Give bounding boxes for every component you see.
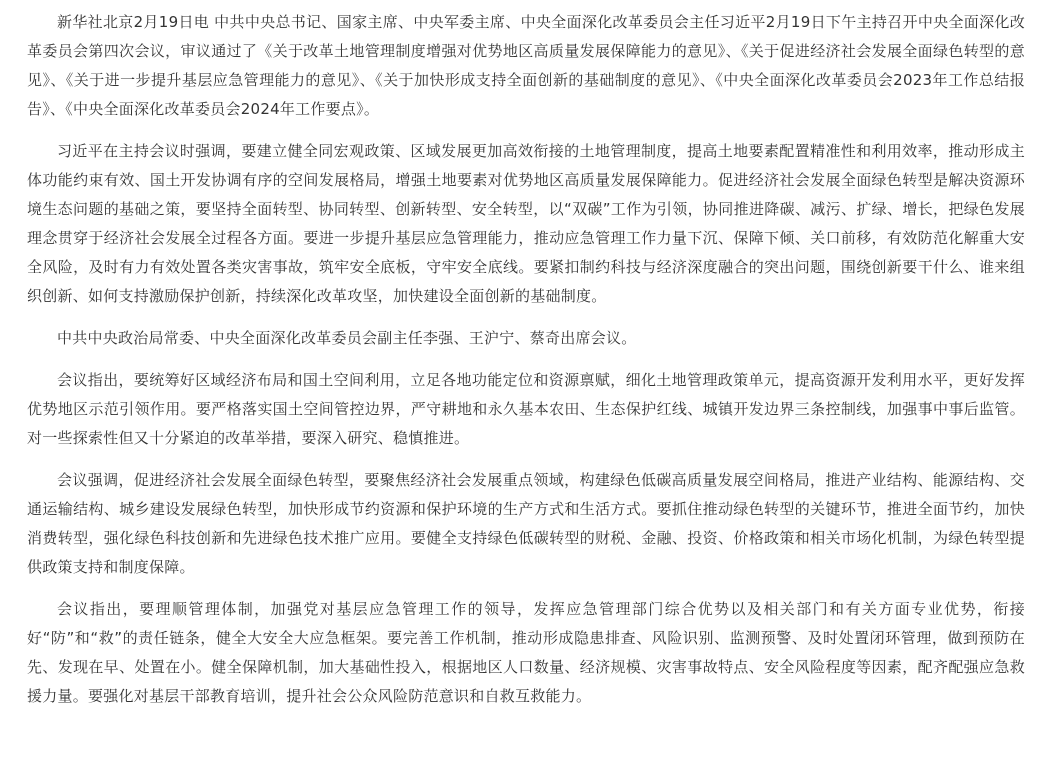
article-paragraph: 会议强调，促进经济社会发展全面绿色转型，要聚焦经济社会发展重点领域，构建绿色低碳高质量发展空间格局，推进产业结构、能源结构、交通运输结构、城乡建设发展绿色转型，加快形成节约资源和保护环境的生产方式和生活方式。要抓住推动绿色转型的关键环节，推进全面节约，加快消费转型，强化绿色科技创新和先进绿色技术推广应用。要健全支持绿色低碳转型的财税、金融、投资、价格政策和相关市场化机制，为绿色转型提供政策支持和制度保障。 xyxy=(27,471,1025,576)
article-paragraph: 会议指出，要统筹好区域经济布局和国土空间利用，立足各地功能定位和资源禀赋，细化土地管理政策单元，提高资源开发利用水平，更好发挥优势地区示范引领作用。要严格落实国土空间管控边界，严守耕地和永久基本农田、生态保护红线、城镇开发边界三条控制线，加强事中事后监管。对一些探索性但又十分紧迫的改革举措，要深入研究、稳慎推进。 xyxy=(27,371,1025,447)
article-paragraph: 会议指出，要理顺管理体制，加强党对基层应急管理工作的领导，发挥应急管理部门综合优势以及相关部门和有关方面专业优势，衔接好“防”和“救”的责任链条，健全大安全大应急框架。要完善工作机制，推动形成隐患排查、风险识别、监测预警、及时处置闭环管理，做到预防在先、发现在早、处置在小。健全保障机制，加大基础性投入，根据地区人口数量、经济规模、灾害事故特点、安全风险程度等因素，配齐配强应急救援力量。要强化对基层干部教育培训，提升社会公众风险防范意识和自救互救能力。 xyxy=(27,600,1025,705)
article-body xyxy=(27,8,1025,724)
article-paragraph: 中共中央政治局常委、中央全面深化改革委员会副主任李强、王沪宁、蔡奇出席会议。 xyxy=(57,329,637,347)
article-paragraph: 新华社北京2月19日电 中共中央总书记、国家主席、中央军委主席、中央全面深化改革委员会主任习近平2月19日下午主持召开中央全面深化改革委员会第四次会议，审议通过了《关于改革土地管理制度增强对优势地区高质量发展保障能力的意见》、《关于促进经济社会发展全面绿色转型的意见》、《关于进一步提升基层应急管理能力的意见》、《关于加快形成支持全面创新的基础制度的意见》、《中央全面深化改革委员会2023年工作总结报告》、《中央全面深化改革委员会2024年工作要点》。 xyxy=(27,13,1025,118)
article-paragraph: 习近平在主持会议时强调，要建立健全同宏观政策、区域发展更加高效衔接的土地管理制度，提高土地要素配置精准性和利用效率，推动形成主体功能约束有效、国土开发协调有序的空间发展格局，增强土地要素对优势地区高质量发展保障能力。促进经济社会发展全面绿色转型是解决资源环境生态问题的基础之策，要坚持全面转型、协同转型、创新转型、安全转型，以“双碳”工作为引领，协同推进降碳、减污、扩绿、增长，把绿色发展理念贯穿于经济社会发展全过程各方面。要进一步提升基层应急管理能力，推动应急管理工作力量下沉、保障下倾、关口前移，有效防范化解重大安全风险，及时有力有效处置各类灾害事故，筑牢安全底板，守牢安全底线。要紧扣制约科技与经济深度融合的突出问题，围绕创新要干什么、谁来组织创新、如何支持激励保护创新，持续深化改革攻坚，加快建设全面创新的基础制度。 xyxy=(27,142,1025,305)
